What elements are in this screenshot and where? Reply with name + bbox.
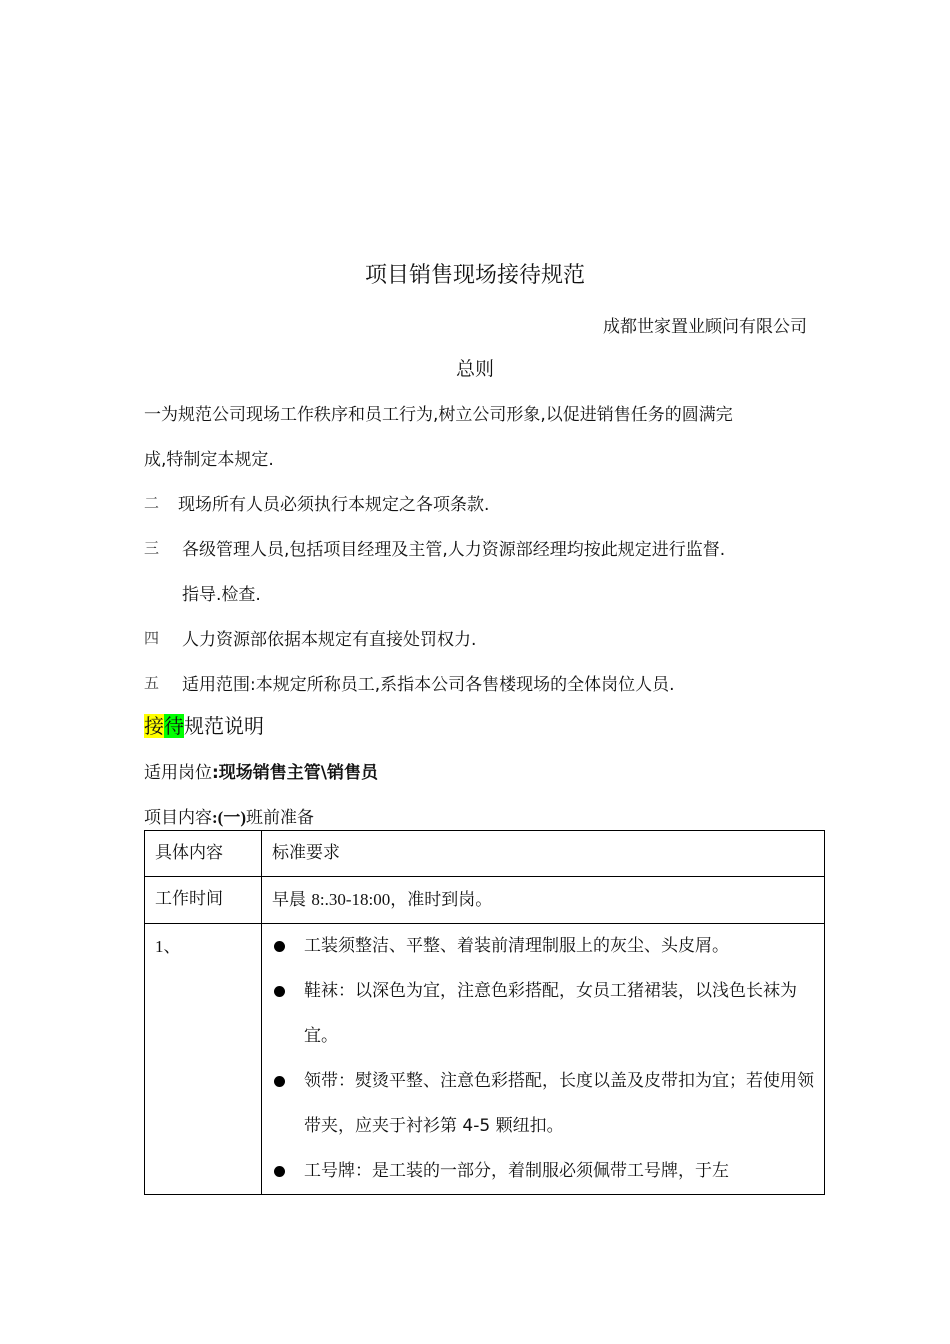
project-label: 项目内容 (144, 808, 212, 828)
item-text: 适用范围:本规定所称员工,系指本公司各售楼现场的全体岗位人员. (182, 675, 675, 695)
item-text: 现场所有人员必须执行本规定之各项条款. (178, 495, 490, 515)
item-number: 四 (144, 629, 160, 647)
project-value: :(一) (212, 808, 246, 827)
highlighted-text-yellow: 接 (144, 714, 164, 738)
item-number: 三 (144, 539, 160, 557)
list-item: 领带：熨烫平整、注意色彩搭配，长度以盖及皮带扣为宜；若使用领带夹，应夹于衬衫第 4-5 颗纽扣。 (272, 1059, 814, 1149)
heading-rest: 规范说明 (184, 714, 264, 738)
spec-table (144, 830, 825, 1195)
section-heading-reception (144, 710, 264, 739)
section-heading-general: 总则 (455, 358, 494, 380)
item-number: 二 (144, 494, 160, 512)
general-item-1 (144, 400, 733, 425)
row-label-worktime: 工作时间 (145, 877, 262, 924)
applicable-label: 适用岗位 (144, 763, 212, 783)
item-number: 一 (144, 405, 161, 425)
applicable-positions (144, 758, 378, 783)
table-header-row (145, 831, 825, 877)
project-rest: 班前准备 (245, 808, 314, 828)
requirement-list (272, 924, 814, 1194)
list-item: 工号牌：是工装的一部分，着制服必须佩带工号牌，于左 (272, 1149, 814, 1194)
document-title: 项目销售现场接待规范 (364, 263, 585, 288)
item-text: 人力资源部依据本规定有直接处罚权力. (182, 630, 477, 650)
company-name: 成都世家置业顾问有限公司 (603, 317, 807, 337)
row-value-1 (262, 924, 825, 1195)
general-item-3 (144, 535, 725, 560)
worktime-suffix: ，准时到岗。 (390, 890, 493, 910)
worktime-prefix: 早晨 (272, 890, 312, 910)
item-text: 为规范公司现场工作秩序和员工行为,树立公司形象,以促进销售任务的圆满完 (161, 405, 733, 425)
worktime-hours: 8:.30-18:00 (311, 890, 391, 909)
applicable-value: :现场销售主管\销售员 (212, 763, 379, 783)
header-cell-requirement: 标准要求 (262, 831, 825, 877)
general-item-1-cont: 成,特制定本规定. (144, 450, 274, 470)
row-number: 1、 (155, 937, 181, 956)
list-item: 工装须整洁、平整、着装前清理制服上的灰尘、头皮屑。 (272, 924, 814, 969)
row-value-worktime (262, 877, 825, 924)
general-item-2 (144, 490, 489, 515)
list-item: 鞋袜：以深色为宜，注意色彩搭配，女员工猪裙装，以浅色长袜为宜。 (272, 969, 814, 1059)
general-item-4 (144, 625, 476, 650)
table-row (145, 924, 825, 1195)
project-content (144, 803, 314, 828)
header-cell-content: 具体内容 (145, 831, 262, 877)
general-item-3-cont: 指导.检查. (182, 585, 261, 605)
row-label-1 (145, 924, 262, 1195)
item-number: 五 (144, 674, 160, 692)
general-item-5 (144, 670, 675, 695)
item-text: 各级管理人员,包括项目经理及主管,人力资源部经理均按此规定进行监督. (182, 540, 726, 560)
highlighted-text-green: 待 (164, 714, 184, 738)
table-row (145, 877, 825, 924)
